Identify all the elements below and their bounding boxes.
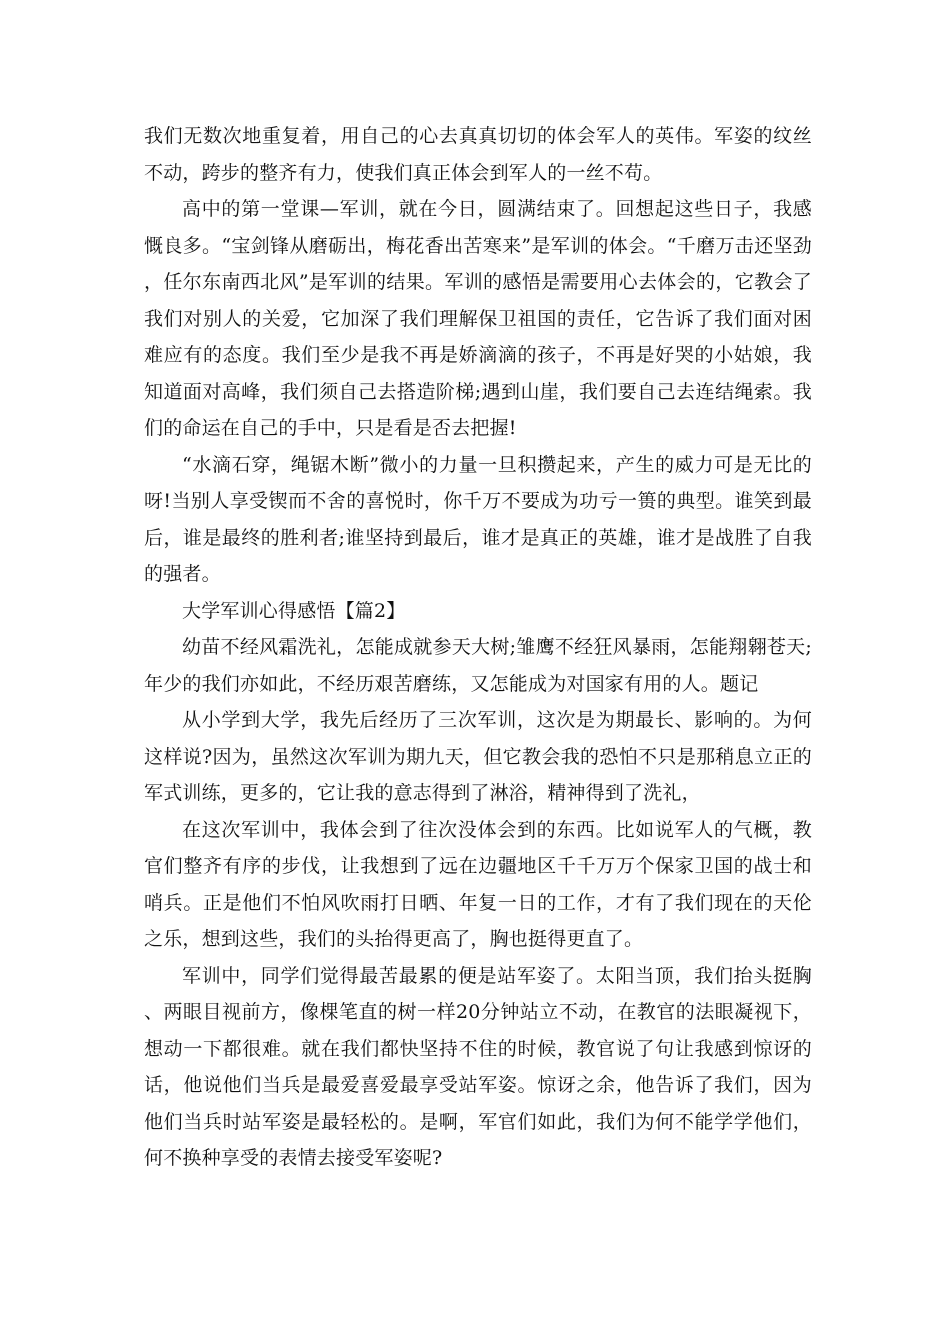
- paragraph-4: 幼苗不经风霜洗礼，怎能成就参天大树;雏鹰不经狂风暴雨，怎能翔翱苍天;年少的我们亦如此，不经历艰苦磨练，又怎能成为对国家有用的人。题记: [144, 636, 812, 695]
- paragraph-2: 高中的第一堂课—军训，就在今日，圆满结束了。回想起这些日子，我感慨良多。“宝剑锋从磨砺出，梅花香出苦寒来”是军训的体会。“千磨万击还坚劲，任尔东南西北风”是军训的结果。军训的感悟是需要用心去体会的，它教会了我们对别人的关爱，它加深了我们理解保卫祖国的责任，它告诉了我们面对困难应有的态度。我们至少是我不再是娇滴滴的孩子，不再是好哭的小姑娘，我知道面对高峰，我们须自己去搭造阶梯;遇到山崖，我们要自己去连结绳索。我们的命运在自己的手中，只是看是否去把握!: [144, 198, 812, 439]
- paragraph-5: 从小学到大学，我先后经历了三次军训，这次是为期最长、影响的。为何这样说?因为，虽然这次军训为期九天，但它教会我的恐怕不只是那稍息立正的军式训练，更多的，它让我的意志得到了淋浴，精神得到了洗礼，: [144, 709, 812, 804]
- paragraph-7: 军训中，同学们觉得最苦最累的便是站军姿了。太阳当顶，我们抬头挺胸、两眼目视前方，像棵笔直的树一样20分钟站立不动，在教官的法眼凝视下，想动一下都很难。就在我们都快坚持不住的时候，教官说了句让我感到惊讶的话，他说他们当兵是最爱喜爱最享受站军姿。惊讶之余，他告诉了我们，因为他们当兵时站军姿是最轻松的。是啊，军官们如此，我们为何不能学学他们，何不换种享受的表情去接受军姿呢?: [144, 964, 812, 1169]
- paragraph-3: “水滴石穿，绳锯木断”微小的力量一旦积攒起来，产生的威力可是无比的呀!当别人享受锲而不舍的喜悦时，你千万不要成为功亏一篑的典型。谁笑到最后，谁是最终的胜利者;谁坚持到最后，谁才是真正的英雄，谁才是战胜了自我的强者。: [144, 453, 812, 585]
- paragraph-6: 在这次军训中，我体会到了往次没体会到的东西。比如说军人的气概，教官们整齐有序的步伐，让我想到了远在边疆地区千千万万个保家卫国的战士和哨兵。正是他们不怕风吹雨打日晒、年复一日的工作，才有了我们现在的天伦之乐，想到这些，我们的头抬得更高了，胸也挺得更直了。: [144, 818, 812, 950]
- paragraph-1: 我们无数次地重复着，用自己的心去真真切切的体会军人的英伟。军姿的纹丝不动，跨步的整齐有力，使我们真正体会到军人的一丝不苟。: [144, 125, 812, 184]
- document-body: [144, 118, 812, 1177]
- section-heading: 大学军训心得感悟【篇2】: [182, 599, 406, 622]
